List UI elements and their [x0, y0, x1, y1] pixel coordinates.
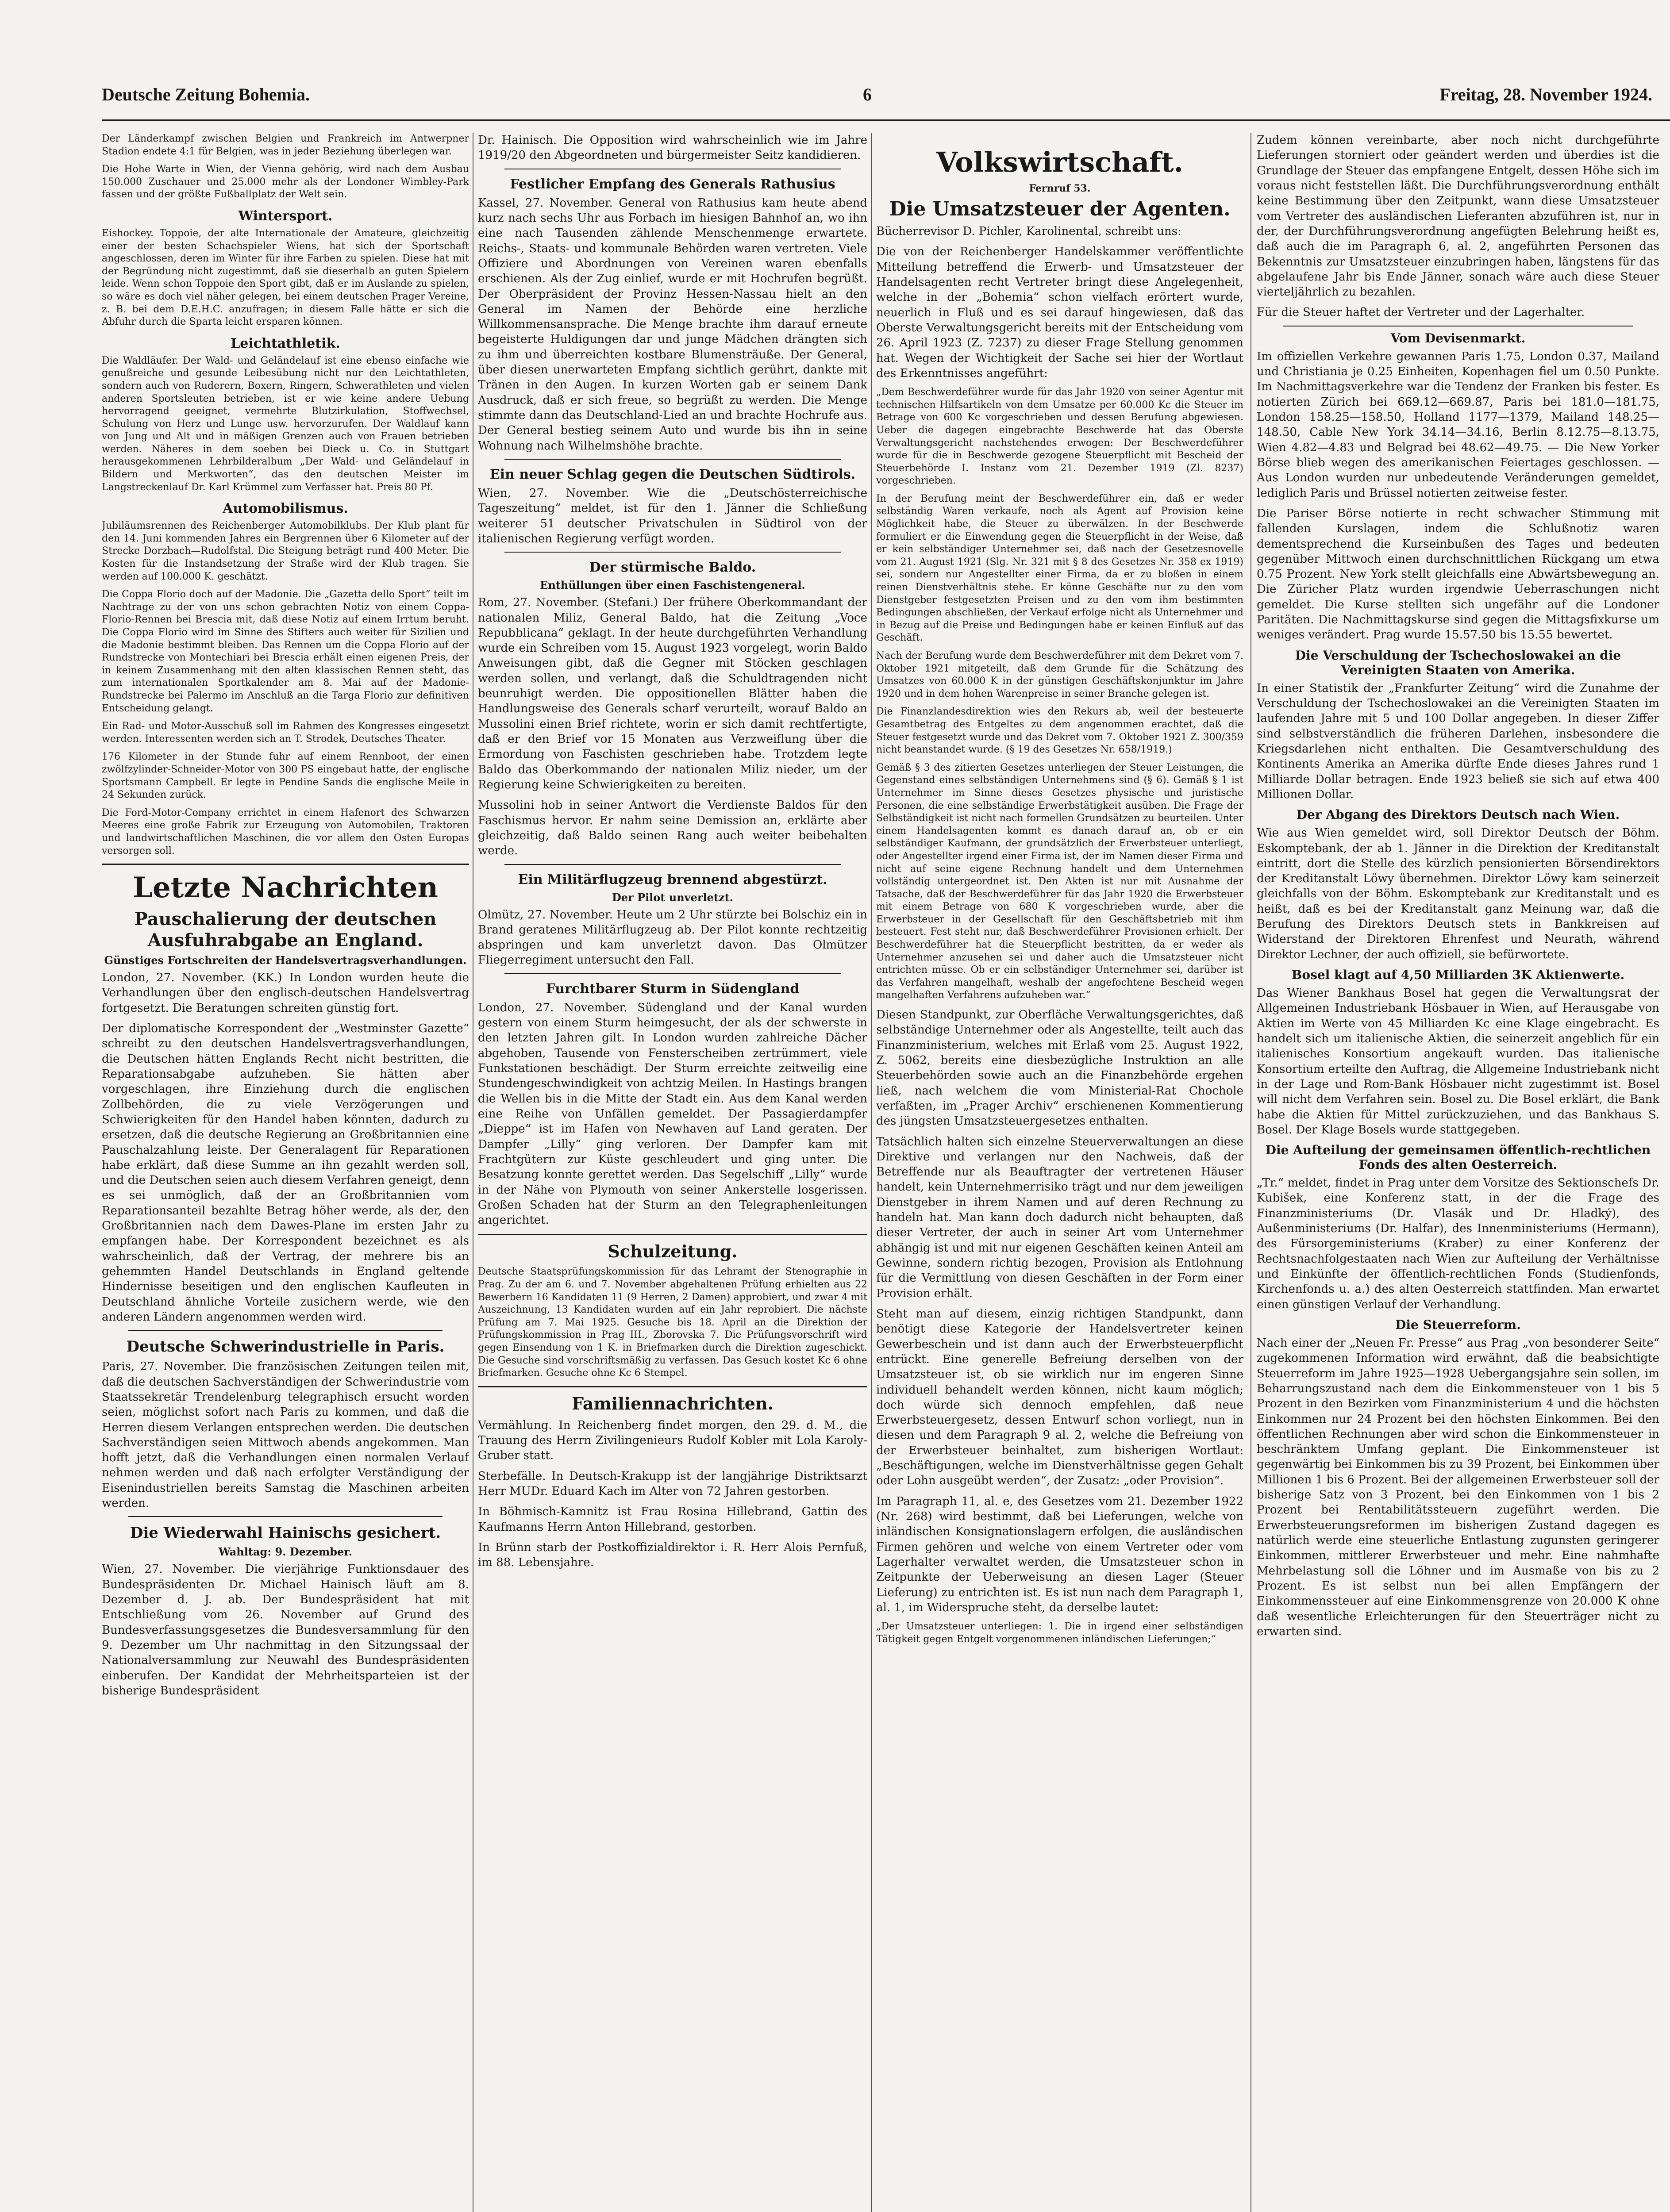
headline: Ein Militärflugzeug brennend abgestürzt.: [518, 872, 827, 887]
article-paragraph: Mussolini hob in seiner Antwort die Verdienste Baldos für den Faschismus hervor. Er nahm seine Demission an, erklärte aber gleichzeitig, daß Baldo seinen Rang auch weiter beibehalten werde.: [478, 799, 867, 858]
quoted-paragraph: Gemäß § 3 des zitierten Gesetzes unterliegen der Steuer Leistungen, die Gegenstand eines selbständigen Unternehmens sind (§ 6). Gemäß § 1 ist Unternehmer im Sinne dieses Gesetzes physische und juristische Personen, die eine selbständige Erwerbstätigkeit ausüben. Die Frage der Selbständigkeit ist nicht nach formellen Grundsätzen zu beurteilen. Unter einem Handelsagenten kommt es danach darauf an, ob er ein selbständiger Kaufmann, der grundsätzlich der Erwerbsteuer unterliegt, oder Angestellter irgend einer Firma ist, der im Namen dieser Firma und nicht auf seine eigene Rechnung handelt und dem Unternehmen vollständig untergeordnet ist. Den Akten ist nur mit Ausnahme der Tatsache, daß der Beschwerdeführer für das Jahr 1920 die Erwerbsteuer mit einem Betrage von 680 K vorgeschrieben wurde, aber die Erwerbsteuer in der Gesellschaft für den Geschäftsbetrieb mit ihm besteuert. Fest steht nur, daß Beschwerdeführer Provisionen erhielt. Der Beschwerdeführer hat die Steuerpflicht bestritten, da er weder als Unternehmer anzusehen sei und daher auch die Umsatzsteuer nicht entrichten müsse. Ob er ein selbständiger Unternehmer sei, darüber ist das Verfahren mangelhaft, weshalb der angefochtene Bescheid wegen mangelhaften Verfahrens aufzuheben war.“: [876, 762, 1243, 1001]
article-paragraph: Jubiläumsrennen des Reichenberger Automobilklubs. Der Klub plant für den 14. Juni kommenden Jahres ein Bergrennen über 6 Kilometer auf der Strecke Dorzbach—Rudolfstal. Die Steigung beträgt rund 400 Meter. Die Kosten für die Instandsetzung der Straße wird der Klub tragen. Sie werden auf 100.000 K. geschätzt.: [102, 520, 469, 582]
article-heading: Die Verschuldung der Tschechoslowakei an die Vereinigten Staaten von Amerika.: [1295, 648, 1621, 677]
article-paragraph: In Brünn starb der Postkoffizialdirektor i. R. Herr Alois Pernfuß, im 88. Lebensjahre.: [478, 1540, 867, 1570]
article-paragraph: Ein Rad- und Motor-Ausschuß soll im Rahmen des Kongresses eingesetzt werden. Interessenten werden sich an T. Strodek, Deutsches Theater.: [102, 721, 469, 745]
article-paragraph: Die Coppa Florio doch auf der Madonie. Die „Gazetta dello Sport“ teilt im Nachtrage zu der von uns schon gebrachten Notiz von einem Coppa-Florio-Rennen bei Brescia mit, daß diese Notiz auf einem Irrtum beruht. Die Coppa Florio wird im Sinne des Stifters auch weiter für Sizilien und die Madonie bestimmt bleiben. Das Rennen um die Coppa Florio auf der Rundstrecke von Montechiari bei Brescia erhält einen eigenen Preis, der in keinem Zusammenhang mit den alten klassischen Rennen steht, das zum internationalen Sportkalender am 8. Mai auf der Madonie-Rundstrecke bei Palermo im Anschluß an die Targa Florio zur definitiven Entscheidung gelangt.: [102, 589, 469, 714]
article-paragraph: In einer Statistik der „Frankfurter Zeitung“ wird die Zunahme der Verschuldung der Tschechoslowakei an die Vereinigten Staaten im laufenden Jahre mit 5 und 100 Dollar angegeben. In dieser Ziffer sind selbstverständlich die früheren Darlehen, insbesondere die Kriegsdarlehen nicht enthalten. Die Gesamtverschuldung des Kontinents Amerika an Amerika dürfte Ende dieses Jahres rund 1 Milliarde Dollar betragen. Ende 1923 beließ sie sich auf etwa 400 Millionen Dollar.: [1257, 681, 1659, 801]
article-paragraph: Für die Steuer haftet der Vertreter und der Lagerhalter.: [1257, 306, 1585, 319]
article-paragraph: Die Ford-Motor-Company errichtet in einem Hafenort des Schwarzen Meeres eine große Fabrik zur Erzeugung von Automobilen, Traktoren und landwirtschaftlichen Maschinen, die vor allem den Osten Europas versorgen soll.: [102, 807, 469, 856]
divider: [128, 1516, 443, 1517]
section-title: Volkswirtschaft.: [936, 146, 1184, 178]
masthead-title: Deutsche Zeitung Bohemia.: [102, 84, 310, 104]
article-paragraph: Die von der Reichenberger Handelskammer veröffentlichte Mitteilung betreffend die Erwerb- und Umsatzsteuer der Handelsagenten recht Vertreter bringt diese Angelegenheit, welche in der „Bohemia“ schon vielfach erörtert wurde, neuerlich in Fluß und es sei darauf hingewiesen, daß das Oberste Verwaltungsgericht bereits mit der Entscheidung vom 26. April 1923 (Z. 7237) zu dieser Frage Stellung genommen hat. Wegen der Wichtigkeit der Sache sei hier der Wortlaut des Erkenntnisses angeführt:: [876, 245, 1243, 380]
article-paragraph: Eishockey. Toppoie, der alte Internationale der Amateure, gleichzeitig einer der besten Schachspieler Wiens, hat sich der Sportschaft angeschlossen, deren im Winter für ihre Farben zu spielen. Diese hat mit der Begründung nicht zugestimmt, daß sie dieserhalb an guten Spielern leide. Wenn schon Toppoie den Sport gibt, daß er im Auslande zu spielen, so wäre es doch viel näher gelegen, bei einem deutschen Prager Vereine, z. B. bei dem D.E.H.C. anzufragen; in diesem Falle hätte er sich die Abfuhr durch die Sparta leicht ersparen können.: [102, 227, 469, 328]
headline: Ein neuer Schlag gegen die Deutschen Südtirols.: [489, 466, 856, 482]
article-paragraph: Wie aus Wien gemeldet wird, soll Direktor Deutsch der Böhm. Eskomptebank, der ab 1. Jänner in die Direktion der Kreditanstalt eintritt, dort die Stelle des kürzlich pensionierten Börsendirektors der Kreditanstalt Löwy übernehmen. Direktor Löwy kam seinerzeit gleichfalls von der Böhm. Eskomptebank zur Kreditanstalt und es heißt, daß es bei der Kreditanstalt ganz Meinung war, daß die Berufung des Direktors Deutsch stets in Bankkreisen auf Widerstand der Direktoren Ehrenfest und Neurath, während Direktor Lechner, der auch offiziell, sie befürwortete.: [1257, 826, 1659, 961]
headline: Festlicher Empfang des Generals Rathusius: [510, 176, 835, 192]
quoted-paragraph: „Der Umsatzsteuer unterliegen: 1. Die in irgend einer selbständigen Tätigkeit gegen Entgelt vorgenommenen inländischen Lieferungen;“: [876, 1621, 1243, 1645]
article-paragraph: Wien, 27. November. Wie die „Deutschösterreichische Tageszeitung“ meldet, ist für den 1. Jänner die Schließung weiterer 51 deutscher Privatschulen in Südtirol von der italienischen Regierung verfügt worden.: [478, 486, 867, 545]
column-4: [1257, 133, 1659, 1644]
subheadline: Günstiges Fortschreiten der Handelsvertragsverhandlungen.: [104, 954, 467, 967]
column-divider: [871, 133, 872, 2212]
page-header: [102, 84, 1670, 115]
divider: [478, 1234, 867, 1235]
subheadline: Wahltag: 9. Dezember.: [218, 1545, 353, 1559]
article-paragraph: In Böhmisch-Kamnitz ist Frau Rosina Hillebrand, Gattin des Kaufmanns Herrn Anton Hillebrand, gestorben.: [478, 1505, 867, 1534]
quoted-paragraph: Die Finanzlandesdirektion wies den Rekurs ab, weil der besteuerte Gesamtbetrag des Entgeltes zu dem angenommen erachtet, daß die Steuer festgesetzt wurde und das Dekret vom 7. Oktober 1921 Z. 300/359 nicht beanstandet wurde. (§ 19 des Gesetzes Nr. 658/1919.): [876, 706, 1243, 756]
headline: Furchtbarer Sturm in Südengland: [546, 981, 800, 997]
article-paragraph: Tatsächlich halten sich einzelne Steuerverwaltungen an diese Direktive und verlangen nur den Nachweis, daß der Betreffende nur als Beauftragter der vertretenen Häuser handelt, kein Unternehmerrisiko trägt und nur dem jeweiligen Dienstgeber in ihrem Namen und auf deren Rechnung zu handeln hat. Man kann doch dadurch nicht behaupten, daß dieser Vertreter, der auch in seiner Art vom Unternehmer abhängig ist und mit nur eigenen Geschäften keinen Anteil am Gewinne, sondern richtig bezogen, Provision als Entlohnung für die Vermittlung von diesen Geschäften in der Form einer Provision erhält.: [876, 1135, 1243, 1300]
article-paragraph: Bücherrevisor D. Pichler, Karolinental, schreibt uns:: [876, 225, 1181, 238]
column-1: [102, 133, 469, 1704]
article-paragraph: Der Länderkampf zwischen Belgien und Frankreich im Antwerpner Stadion endete 4:1 für Belgien, was in jeder Beziehung überlegen war.: [102, 133, 469, 157]
section-heading: Automobilismus.: [223, 501, 348, 517]
article-heading: Die Steuerreform.: [1395, 1317, 1521, 1332]
headline: Die Wiederwahl Hainischs gesichert.: [130, 1524, 441, 1542]
column-3: [876, 133, 1243, 1651]
quoted-paragraph: In der Berufung meint der Beschwerdeführer ein, daß er weder selbständig Waren verkaufe, noch als Agent auf Provision keine Möglichkeit habe, die Steuer zu überwälzen. In der Beschwerde formuliert er die Einwendung gegen die Steuerpflicht in der Weise, daß er kein selbständiger Unternehmer sei, daß nach der Gesetzesnovelle vom 21. August 1921 (Slg. Nr. 321 mit § 8 des Gesetzes Nr. 358 ex 1919) sei, sondern nur Angestellter einer Firma, da er zu bloßen in einem reinen Dienstverhältnis stehe. Er könne Geschäfte nur zu den vom Dienstgeber festgesetzten Preisen und zu den vom ihm bestimmten Bedingungen abschließen, der Verkauf erfolge nicht als Unternehmer und in Bezug auf die Preise und Bedingungen habe er keinen Einfluß auf das Geschäft.: [876, 493, 1243, 644]
headline: Der stürmische Baldo.: [589, 560, 756, 576]
divider: [102, 864, 469, 865]
article-paragraph: Die Hohe Warte in Wien, der Vienna gehörig, wird nach dem Ausbau 150.000 Zuschauer und 25.000 mehr als der Londoner Wimbley-Park fassen und der größte Fußballplatz der Welt sein.: [102, 164, 469, 200]
article-heading: Die Aufteilung der gemeinsamen öffentlich-rechtlichen Fonds des alten Oesterreich.: [1265, 1143, 1651, 1172]
article-paragraph: London, 27. November. (KK.) In London wurden heute die Verhandlungen über den englisch-deutschen Handelsvertrag fortgesetzt. Die Beratungen schreiten günstig fort.: [102, 971, 469, 1015]
headline: Pauschalierung der deutschen Ausfuhrabgabe an England.: [134, 909, 437, 951]
article-paragraph: Die Pariser Börse notierte in recht schwacher Stimmung mit fallenden Kurslagen, indem die Schlußnotiz waren dementsprechend die Kurseinbußen des Tages und bedeuten gegenüber Mittwoch einen durchschnittlichen Rückgang um etwa 0.75 Prozent. New York stellt gleichfalls eine Abwärtsbewegung an. Die Züricher Platz wurden irgendwie Ueberraschungen nicht gemeldet. Die Kurse stellten sich ungefähr auf die Londoner Paritäten. Die Nachmittagskurse sind gegen die Mittagsfixkurse um weniges verändert. Prag wurde 15.57.50 bis 15.55 bewertet.: [1257, 507, 1659, 642]
page-number: 6: [863, 84, 872, 104]
article-paragraph: Der diplomatische Korrespondent der „Westminster Gazette“ schreibt zu den deutschen Handelsvertragsverhandlungen, die Deutschen hätten Englands Recht nicht bestritten, die Reparationsabgabe aufzuheben. Sie hätten aber vorgeschlagen, ihre Einziehung durch die englischen Zollbehörden, die zu viele Verzögerungen und Schwierigkeiten für den Handel haben könnten, dadurch zu ersetzen, daß die deutsche Regierung an Großbritannien eine Pauschalzahlung leiste. Der Generalagent für Reparationen habe erklärt, daß diese Summe an ihn gezahlt werden soll, und die Deutschen seien auch diesem Verfahren geneigt, denn es sei unmöglich, daß der an Großbritannien vom Reparationsanteil bezahlte Betrag höher werde, als der, den Großbritannien nach dem Dawes-Plane im ersten Jahr zu empfangen habe. Der Korrespondent bezeichnet es als wahrscheinlich, daß der Vertrag, der mehrere bis an gehemmten Handel Deutschlands in England geltende Hindernisse beseitigen und den englischen Kaufleuten in Deutschland ähnliche Vorteile zusichern werde, wie den anderen Ländern angenommen werden wird.: [102, 1022, 469, 1324]
section-title: Familiennachrichten.: [572, 1393, 773, 1413]
article-paragraph: Rom, 27. November. (Stefani.) Der frühere Oberkommandant der nationalen Miliz, General Baldo, hat die Zeitung „Voce Repubblicana“ geklagt. In der heute durchgeführten Verhandlung wurde ein Schreiben vom 15. August 1923 vorgelegt, worin Baldo Anweisungen gibt, daß die Gegner mit Stöcken geschlagen werden sollen, und verlangt, daß die Schuldtragenden nicht beunruhigt werden. Die oppositionellen Blätter haben die Handlungsweise des Generals scharf verurteilt, worauf Baldo an Mussolini einen Brief richtete, worin er sich damit rechtfertigte, daß er den Brief vor 15 Monaten aus Verzweiflung über die Ermordung von Faschisten geschrieben habe. Trotzdem legte Baldo das Oberkommando der nationalen Miliz nieder, um der Regierung keine Schwierigkeiten zu bereiten.: [478, 596, 867, 791]
section-heading: Leichtathletik.: [231, 335, 340, 351]
divider: [128, 1330, 443, 1331]
article-paragraph: Steht man auf diesem, einzig richtigen Standpunkt, dann benötigt diese Kategorie der Handelsvertreter keinen Gewerbeschein und ist dann auch der Erwerbsteuerpflicht entrückt. Eine generelle Befreiung derselben von der Umsatzsteuer ist, ob sie wirklich nur im engeren Sinne individuell behandelt werden können, nicht kaum möglich; doch würde sich dennoch empfehlen, daß neue Erwerbsteuergesetz, dessen Entwurf schon vorliegt, nun in diesen und dem Paragraph 9 al. 2, welche die Befreiung von der Erwerbsteuer beinhaltet, zum bisherigen Wortlaut: „Beschäftigungen, welche im Dienstverhältnisse gegen Gehalt oder Lohn ausgeübt werden“, der Zusatz: „oder Provision“.: [876, 1307, 1243, 1488]
quoted-paragraph: Nach der Berufung wurde dem Beschwerdeführer mit dem Dekret vom 7. Oktober 1921 mitgeteilt, daß dem Grunde für die Schätzung des Umsatzes von 60.000 K in der günstigen Geschäftskonjunktur im Jahre 1920 und in dem hohen Warenpreise in seiner Branche gelegen ist.: [876, 650, 1243, 699]
header-rule: [102, 119, 1670, 121]
article-paragraph: Vermählung. In Reichenberg findet morgen, den 29. d. M., die Trauung des Herrn Zivilingenieurs Rudolf Kobler mit Lola Karoly-Gruber statt.: [478, 1418, 867, 1463]
section-title: Letzte Nachrichten: [133, 871, 438, 905]
article-paragraph: Deutsche Staatsprüfungskommission für das Lehramt der Stenographie in Prag. Zu der am 6. und 7. November abgehaltenen Prüfung erhielten aus 22 Bewerbern 16 Kandidaten 11 (9 Herren, 2 Damen) approbiert, und zwar 4 mit Auszeichnung, 13 Kandidaten wurden auf ein Jahr reprobiert. Die nächste Prüfung am 7. Mai 1925. Gesuche bis 18. April an die Direktion der Prüfungskommission in Prag III., Zborovska 7. Die Prüfungsvorschrift wird gegen Einsendung von 1 K. in Briefmarken durch die Direktion zugeschickt. Die Gesuche sind vorschriftsmäßig zu verfassen. Das Gesuch kostet Kc 6 ohne Briefmarken. Gesuche ohne Kc 6 Stempel.: [478, 1266, 867, 1379]
article-paragraph: Zudem können vereinbarte, aber noch nicht durchgeführte Lieferungen storniert oder geändert werden und überdies ist die Grundlage der Steuer das empfangene Entgelt, dessen Höhe sich im voraus nicht feststellen läßt. Die Durchführungsverordnung enthält keine Bestimmung über den Zeitpunkt, wann diese Umsatzsteuer vom Vertreter des ausländischen Lieferanten abzuführen ist, nur in der, der Durchführungsverordnung angefügten Belehrung heißt es, daß auch die im Paragraph 6, al. 2, angeführten Personen das Bekenntnis zur Umsatzsteuer einzubringen haben, längstens für das abgelaufene Jahr bis Ende Jänner, sonach wäre auch diese Steuer vierteljährlich zu bezahlen.: [1257, 134, 1659, 299]
divider: [504, 552, 841, 553]
headline: Deutsche Schwerindustrielle in Paris.: [126, 1338, 445, 1356]
divider: [504, 864, 841, 865]
article-paragraph: 176 Kilometer in der Stunde fuhr auf einem Rennboot, der einen zwölfzylinder-Schneider-Motor von 300 PS eingebaut hatte, der englische Sportsmann Campbell. Er legte in Pendine Sands die englische Meile in 24 Sekunden zurück.: [102, 751, 469, 801]
subheadline: Der Pilot unverletzt.: [612, 891, 734, 904]
byline: Fernruf 53.: [1029, 183, 1091, 194]
article-paragraph: Dr. Hainisch. Die Opposition wird wahrscheinlich wie im Jahre 1919/20 den Abgeordneten und bürgermeister Seitz kandidieren.: [478, 134, 867, 162]
article-paragraph: Die Waldläufer. Der Wald- und Geländelauf ist eine ebenso einfache wie genußreiche und gesunde Leibesübung nicht nur den Leichtathleten, sondern auch von Ruderern, Boxern, Ringern, Schwerathleten und vielen anderen Sportsleuten betrieben, ist er wie keine andere Uebung hervorragend geeignet, vermehrte Blutzirkulation, Stoffwechsel, Schulung von Herz und Lunge usw. hervorzurufen. Der Waldlauf kann von Jung und Alt und in mäßigen Grenzen auch von Frauen betrieben werden. Näheres in dem soeben bei Dieck u. Co. in Stuttgart herausgekommenen Lehrbilderalbum „Der Wald- und Geländelauf in Bildern und Merkworten“, das den deutschen Meister im Langstreckenlauf Dr. Karl Krümmel zum Verfasser hat. Preis 80 Pf.: [102, 355, 469, 493]
article-paragraph: Das Wiener Bankhaus Bosel hat gegen die Verwaltungsrat der Allgemeinen Industriebank Hösbauer in Wien, auf Herausgabe von Aktien im Werte von 45 Milliarden Kc eine Klage eingebracht. Es handelt sich um italienische Aktien, die seinerzeit angeblich für ein italienisches Konsortium angekauft wurden. Das italienische Konsortium erteilte den Auftrag, die Allgemeine Industriebank nicht in der Lage und Rom-Bank Hösbauer nicht zugestimmt ist. Bosel will nicht dem Verfahren sein. Bosel zu. Die Bosel erklärt, die Bank habe die Aktien für Mittel zurückzuziehen, und das Bankhaus S. Bosel. Der Klage Bosels wurde stattgegeben.: [1257, 987, 1659, 1137]
article-paragraph: Diesen Standpunkt, zur Oberfläche Verwaltungsgerichtes, daß selbständige Unternehmer oder als Angestellte, teilt auch das Finanzministerium, welches mit Erlaß vom 25. August 1922, Z. 5062, bereits eine diesbezügliche Instruktion an alle Steuerbehörden sowie auch an die Finanzbehörde ergehen ließ, nach welchem die vom Ministerial-Rat Chochole verfaßten, im „Prager Archiv“ erschienenen Kommentierung des jüngsten Umsatzsteuergesetzes enthalten.: [876, 1008, 1243, 1128]
subheadline: Enthüllungen über einen Faschistengeneral.: [540, 579, 805, 592]
column-2: [478, 133, 867, 1576]
article-paragraph: Sterbefälle. In Deutsch-Krakupp ist der langjährige Distriktsarzt Herr MUDr. Eduard Kach im Alter von 72 Jahren gestorben.: [478, 1469, 867, 1498]
article-paragraph: London, 27. November. Südengland und der Kanal wurden gestern von einem Sturm heimgesucht, der als der schwerste in den letzten Jahren gilt. In London wurden zahlreiche Dächer abgehoben, Tausende von Fensterscheiben zertrümmert, viele Funkstationen beschädigt. Der Sturm erreichte zeitweilig eine Stundengeschwindigkeit von achtzig Meilen. In Hastings brangen die Wellen bis in die Mitte der Stadt ein. Aus dem Kanal werden eine Reihe von Unfällen gemeldet. Der Passagierdampfer „Dieppe“ ist im Hafen von Newhaven auf Land geraten. Der Dampfer „Lilly“ ging verloren. Der Dampfer kam mit Frachtgütern zur Küste geschleudert und ging unter. Die Besatzung konnte gerettet werden. Das Segelschiff „Lilly“ wurde in der Nähe von Plymouth von seiner Ankerstelle losgerissen. Großen Schaden hat der Sturm an den Telegraphenleitungen angerichtet.: [478, 1001, 867, 1227]
divider: [504, 973, 841, 974]
article-heading: Vom Devisenmarkt.: [1390, 330, 1526, 346]
issue-date: Freitag, 28. November 1924.: [1439, 84, 1652, 104]
section-title: Schulzeitung.: [608, 1241, 738, 1262]
divider: [478, 1386, 867, 1387]
article-paragraph: Im Paragraph 11, al. e, des Gesetzes vom 21. Dezember 1922 (Nr. 268) wird bestimmt, daß bei Lieferungen, welche von inländischen Konsignationslagern erfolgen, die ausländischen Firmen gehören und welche von einem Vertreter oder vom Lagerhalter verwaltet werden, die Umsatzsteuer schon in Zeitpunkte der Ueberweisung an diesen Lager (Steuer Lieferung) zu entrichten ist. Es ist nun nach dem Paragraph 1, al. 1, im Widerspruche steht, da derselbe lautet:: [876, 1494, 1243, 1614]
article-paragraph: Im offiziellen Verkehre gewannen Paris 1.75, London 0.37, Mailand und Christiania je 0.25 Einheiten, Kopenhagen fiel um 0.50 Punkte. Im Nachmittagsverkehre war die Tendenz der Franken bis fester. Es notierten Zürich bei 669.12—669.87, Paris bei 181.0—181.75, London 158.25—158.50, Holland 1177—1379, Mailand 148.25—148.50, Cable New York 34.14—34.16, Berlin 8.12.75—8.13.75, Wien 4.82—4.83 und Belgrad bei 48.62—49.75. — Die New Yorker Börse blieb wegen des amerikanischen Feiertages geschlossen. — Aus London wurden nur unbedeutende Veränderungen gemeldet, lediglich Paris und Brüssel notierten zeitweise fester.: [1257, 349, 1659, 500]
article-paragraph: Wien, 27. November. Die vierjährige Funktionsdauer des Bundespräsidenten Dr. Michael Hainisch läuft am 8. Dezember d. J. ab. Der Bundespräsident hat mit Entschließung vom 26. November auf Grund des Bundesverfassungsgesetzes die Bundesversammlung für den 9. Dezember um Uhr nachmittag in den Sitzungssaal der Nationalversammlung zur Neuwahl des Bundespräsidenten einberufen. Der Kandidat der Mehrheitsparteien ist der bisherige Bundespräsident: [102, 1563, 469, 1697]
article-paragraph: Kassel, 27. November. General von Rathusius kam heute abend kurz nach sechs Uhr aus Forbach im hiesigen Bahnhof an, wo ihn eine nach Tausenden zählende Menschenmenge erwartete. Reichs-, Staats- und kommunale Behörden waren vertreten. Viele Offiziere und Abordnungen von Vereinen waren ebenfalls erschienen. Als der Zug einlief, wurde er mit Hochrufen begrüßt. Der Oberpräsident der Provinz Hessen-Nassau hielt an den General im Namen der Behörde eine herzliche Willkommensansprache. Die Menge brachte ihm darauf erneute begeisterte Huldigungen dar und junge Mädchen drängten sich zu ihm und überreichten kostbare Blumensträuße. Der General, über diesen unerwarteten Empfang sichtlich gerührt, dankte mit Tränen in den Augen. In kurzen Worten gab er seinem Dank Ausdruck, daß er sich freue, so begrüßt zu werden. Die Menge stimmte dann das Deutschland-Lied an und brachte Hochrufe aus. Der General bestieg seinem Auto und wurde bis ihn in seine Wohnung nach Wilhelmshöhe brachte.: [478, 196, 867, 453]
divider: [504, 459, 841, 460]
article-paragraph: Nach einer der „Neuen Fr. Presse“ aus Prag „von besonderer Seite“ zugekommenen Information wird erwähnt, daß die beabsichtigte Steuerreform im Jahre 1925—1928 Uebergangsjahre sein sollen, im Beharrungszustand nach dem die Einkommensteuer von 1 bis 5 Prozent in den Bezirken vom Finanzministerium 4 und die höchsten Einkommen nur 24 Prozent bei den höchsten Einkommen. Bei den öffentlichen Rechnungen aber wird schon die Einkommensteuer in beschränktem Umfang geplant. Die Einkommensteuer ist gegenwärtig bei Einkommen bis zu 39 Prozent, bei Einkommen über Millionen 1 bis 6 Prozent. Bei der allgemeinen Erwerbsteuer soll der bisherige Satz von 3 Prozent, bei den Einkommen von 1 bis 2 Prozent bei Rentabilitätssteuern zugeführt werden. Die Erwerbsteuerungsreformen im bisherigen Zustand dagegen es natürlich werde eine steuerliche Entlastung zugunsten geringerer Einkommen, mittlerer Erwerbsteuer und mehr. Eine nahmhafte Mehrbelastung soll die Löhner und im Ausmaße von bis zu 2 Prozent. Es ist selbst nun bei allen Empfängern der Einkommenssteuer auf eine Einkommensgrenze von 20.000 K ohne daß wesentliche Erleichterungen für den Steuerträger nicht zu erwarten sind.: [1257, 1336, 1659, 1638]
quoted-paragraph: „Dem Beschwerdeführer wurde für das Jahr 1920 von seiner Agentur mit technischen Hilfsartikeln von dem Umsatze per 60.000 Kc die Steuer im Betrage von 600 Kc vorgeschrieben und dessen Berufung abgewiesen. Ueber die dagegen eingebrachte Beschwerde hat das Oberste Verwaltungsgericht nachstehendes erwogen: Der Beschwerdeführer wurde für die in Beschwerde gezogene Steuerpflicht mit Bescheid der Steuerbehörde I. Instanz vom 21. Dezember 1919 (Zl. 8237) vorgeschrieben.: [876, 387, 1243, 487]
article-paragraph: Paris, 27. November. Die französischen Zeitungen teilen mit, daß die deutschen Sachverständigen der Schwerindustrie vom Staatssekretär Trendelenburg telegraphisch ersucht worden seien, möglichst sofort nach Paris zu kommen, und daß die Herren diesem Verlangen entsprechen werden. Die deutschen Sachverständigen seien Mittwoch abends angekommen. Man hofft jetzt, daß die Verhandlungen einen normalen Verlauf nehmen werden und daß nach erfolgter Verständigung der Eisenindustriellen bereits Samstag die Maschinen arbeiten werden.: [102, 1360, 469, 1510]
headline: Die Umsatzsteuer der Agenten.: [889, 198, 1231, 220]
article-heading: Der Abgang des Direktors Deutsch nach Wien.: [1296, 807, 1620, 822]
article-paragraph: „Tr.“ meldet, findet in Prag unter dem Vorsitze des Sektionschefs Dr. Kubišek, eine Konferenz statt, in der die Frage des Finanzministeriums (Dr. Vlasák und Dr. Hladký), des Außenministeriums (Dr. Halfar), des Innenministeriums (Hermann), des Fürsorgeministeriums (Kraber) zu einer Konferenz der Rechtsnachfolgestaaten nach Wien zur Aufteilung der Verhältnisse und Einkünfte der öffentlich-rechtlichen Fonds (Studienfonds, Kirchenfonds u. a.) des alten Oesterreich stattfinden. Man erwartet einen günstigen Verlauf der Verhandlung.: [1257, 1176, 1659, 1311]
section-heading: Wintersport.: [238, 208, 333, 224]
article-paragraph: Olmütz, 27. November. Heute um 2 Uhr stürzte bei Bolschiz ein in Brand geratenes Militärflugzeug ab. Der Pilot konnte rechtzeitig abspringen und kam unverletzt davon. Das Olmützer Fliegerregiment untersucht den Fall.: [478, 908, 867, 967]
article-heading: Bosel klagt auf 4,50 Milliarden 3K Aktienwerte.: [1291, 968, 1625, 982]
